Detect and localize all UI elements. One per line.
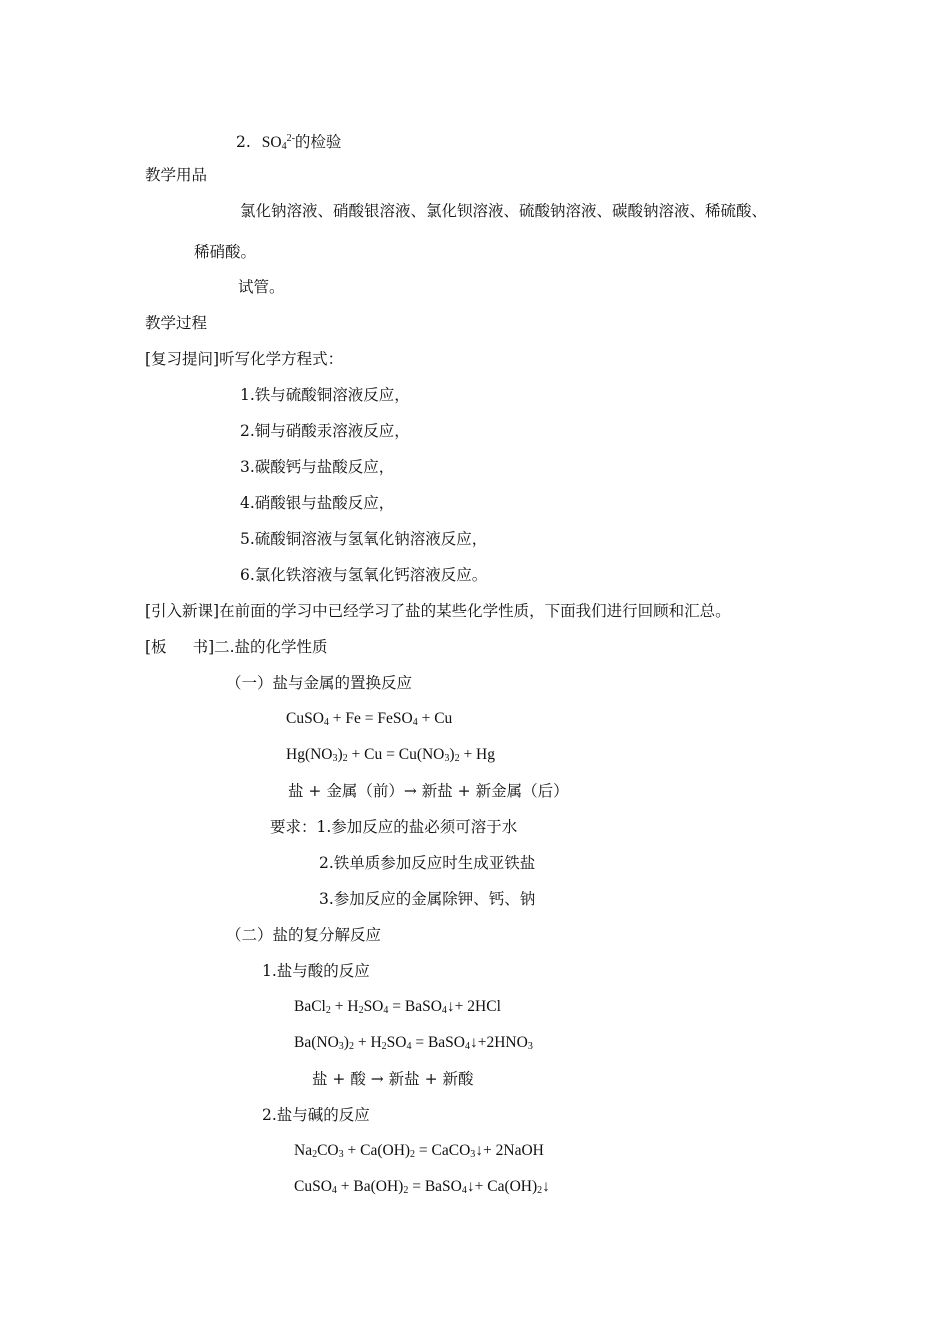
objective-2-text: 的检验 <box>294 133 342 151</box>
tools-line: 试管。 <box>238 278 285 296</box>
review-prompt: [复习提问]听写化学方程式： <box>145 350 344 368</box>
subsection-salt-acid: 1.盐与酸的反应 <box>262 962 370 980</box>
equation-bacl2-h2so4: BaCl$_2$ + $H_2SO_4$ = BaSO$_4$↓+ 2HCl <box>294 998 501 1016</box>
equation-cuso4-fe: CuSO$_4$ + Fe = FeSO$_4$ + Cu <box>286 710 453 728</box>
equation-hgno3-cu: $Hg(NO_3)_2 + Cu = Cu(NO_3)_2 + Hg$ <box>286 746 495 764</box>
review-item: 2.铜与硝酸汞溶液反应， <box>240 422 410 440</box>
review-item: 4.硝酸银与盐酸反应， <box>240 494 395 512</box>
process-heading: 教学过程 <box>145 314 208 332</box>
materials-heading: 教学用品 <box>145 166 208 184</box>
review-item: 5.硫酸铜溶液与氢氧化钠溶液反应， <box>240 530 488 548</box>
section-1-title: （一）盐与金属的置换反应 <box>226 674 413 692</box>
subsection-salt-base: 2.盐与碱的反应 <box>262 1106 370 1124</box>
objective-2 <box>236 129 341 157</box>
objective-2-number: 2. <box>236 133 251 151</box>
section-2-title: （二）盐的复分解反应 <box>226 926 382 944</box>
requirement-1: 1.参加反应的盐必须可溶于水 <box>316 818 518 836</box>
requirements-label: 要求： <box>270 818 317 836</box>
requirement-3: 3.参加反应的金属除钾、钙、钠 <box>319 890 536 908</box>
rule-salt-acid: 盐 + 酸 → 新盐 + 新酸 <box>312 1070 474 1088</box>
intro-text: [引入新课]在前面的学习中已经学习了盐的某些化学性质，下面我们进行回顾和汇总。 <box>145 602 731 620</box>
review-item: 6.氯化铁溶液与氢氧化钙溶液反应。 <box>240 566 488 584</box>
board-heading: [板 书]二.盐的化学性质 <box>145 638 328 656</box>
reagents-line-2: 稀硝酸。 <box>194 243 257 261</box>
requirements <box>270 817 517 837</box>
reagents-line-1: 氯化钠溶液、硝酸银溶液、氯化钡溶液、硫酸钠溶液、碳酸钠溶液、稀硫酸、 <box>240 202 768 220</box>
sulfate-ion: $SO_4^{2-}$ <box>261 133 295 152</box>
equation-bano3-h2so4: $Ba(NO_3)_2 + H_2SO_4$ = $BaSO_4↓+2HNO_3$ <box>294 1034 533 1052</box>
equation-cuso4-baoh2: CuSO$_4$ + $Ba(OH)_2$ = BaSO$_4$↓+ $Ca(OH)_2↓$ <box>294 1178 550 1196</box>
review-item: 3.碳酸钙与盐酸反应， <box>240 458 395 476</box>
rule-salt-metal: 盐 + 金属（前）→ 新盐 + 新金属（后） <box>288 782 569 800</box>
review-item: 1.铁与硫酸铜溶液反应， <box>240 386 410 404</box>
equation-na2co3-caoh2: $Na_2CO_3 + Ca(OH)_2$ = CaCO$_3$↓+ 2NaOH <box>294 1142 544 1160</box>
requirement-2: 2.铁单质参加反应时生成亚铁盐 <box>319 854 536 872</box>
